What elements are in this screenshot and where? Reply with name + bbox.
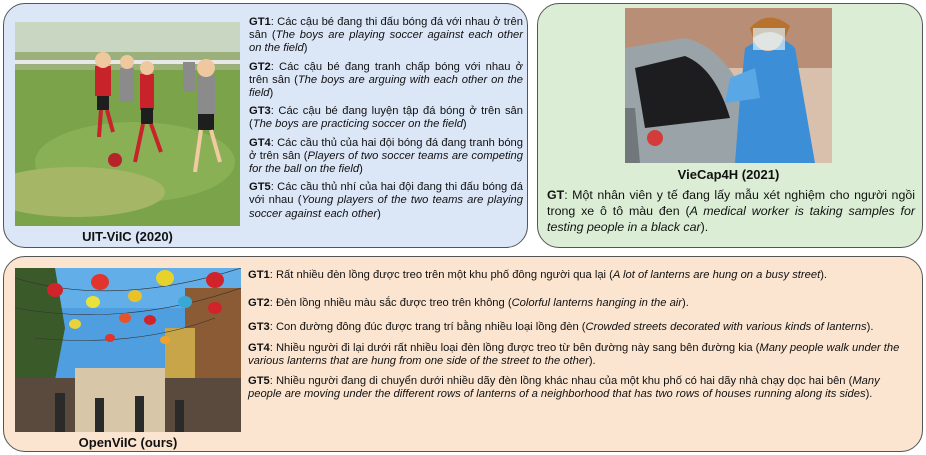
openviic-gt1-label: GT1 (248, 269, 270, 281)
uit-gt1 (249, 16, 523, 56)
openviic-gt3-label: GT3 (248, 321, 270, 334)
uit-gt5 (249, 181, 523, 221)
soccer-photo (15, 22, 240, 226)
uit-gt5-vi: : Các cầu thủ nhí của hai đội đang thi đấu bóng đá với nhau ( (249, 181, 523, 207)
openviic-gt4-label: GT4 (248, 341, 270, 354)
openviic-gt5-end: ). (865, 388, 873, 401)
openviic-gt1-vi: : Rất nhiều đèn lồng được treo trên một khu phố đông người qua lại ( (269, 269, 613, 281)
openviic-gt4-en: Many people walk under the various lanterns that are hung from one side of the street to the other (248, 341, 900, 367)
uit-gt4-vi: : Các cầu thủ của hai đội bóng đá đang tranh bóng ở trên sân ( (249, 136, 523, 162)
openviic-gt3-vi: : Con đường đông đúc được trang trí bằng nhiều loại lồng đèn ( (269, 321, 586, 334)
uit-gt5-end: ) (377, 207, 381, 220)
uit-gt2-vi: : Các cậu bé đang tranh chấp bóng với nhau ở trên sân ( (249, 60, 523, 86)
uit-gt2-label: GT2 (249, 60, 271, 73)
uit-gt1-vi: : Các cậu bé đang thi đấu bóng đá với nhau ở trên sân ( (249, 16, 523, 42)
openviic-gt4-vi: : Nhiều người đi lại dưới rất nhiều loại đèn lồng được treo từ bên đường này sang bên đường kia ( (269, 341, 760, 354)
openviic-gt1-en: A lot of lanterns are hung on a busy street (612, 269, 821, 281)
uit-gt2-end: ) (269, 87, 274, 100)
uit-gt1-end: ) (303, 42, 308, 55)
medical-worker-photo (625, 8, 832, 163)
openviic-gt3 (248, 321, 916, 334)
uit-gt4-end: ) (359, 163, 363, 176)
openviic-gt2-label: GT2 (248, 297, 270, 310)
uit-gt1-en: The boys are playing soccer against each other on the field (249, 29, 524, 55)
uit-gt5-label: GT5 (249, 181, 271, 194)
openviic-gt3-en: Crowded streets decorated with various kinds of lanterns (585, 321, 867, 334)
uit-gt3 (249, 105, 523, 131)
openviic-gt2-end: ). (682, 297, 689, 310)
openviic-gt4 (248, 342, 916, 368)
uit-viic-title: UIT-ViIC (2020) (82, 229, 173, 244)
openviic-gt5-vi: : Nhiều người đang di chuyển dưới nhiều dãy đèn lồng khác nhau của một khu phố có hai dãy nhà chạy dọc hai bên ( (269, 375, 853, 388)
uit-gt5-en: Young players of the two teams are playing soccer against each other (249, 194, 524, 220)
uit-gt3-label: GT3 (249, 105, 271, 118)
viecap-caption (547, 187, 915, 235)
openviic-gt5 (248, 375, 916, 401)
openviic-gt3-end: ). (866, 321, 874, 334)
openviic-gt1 (248, 269, 916, 282)
openviic-gt2 (248, 297, 916, 310)
viecap4h-title: VieCap4H (2021) (677, 167, 780, 182)
uit-gt3-end: ) (462, 118, 467, 131)
uit-gt2-en: The boys are arguing with each other on the field (249, 73, 523, 100)
openviic-gt5-label: GT5 (248, 375, 270, 388)
openviic-gt4-end: ). (588, 354, 596, 367)
uit-gt4 (249, 137, 523, 177)
viecap-gt-label: GT (547, 188, 565, 202)
uit-gt1-label: GT1 (249, 16, 271, 28)
openviic-gt2-en: Colorful lanterns hanging in the air (511, 297, 682, 310)
uit-gt3-vi: : Các cậu bé đang luyện tập đá bóng ở trên sân ( (249, 105, 523, 131)
uit-gt4-label: GT4 (249, 136, 271, 149)
uit-caption-list (249, 16, 523, 221)
uit-gt4-en: Players of two soccer teams are competing for the ball on the field (249, 149, 523, 176)
viecap-gt-en: A medical worker is taking samples for testing people in a black car (547, 204, 915, 234)
lanterns-photo (15, 268, 241, 432)
uit-gt2 (249, 61, 523, 101)
openviic-caption-list (248, 269, 916, 401)
viecap-gt-vi: : Một nhân viên y tế đang lấy mẫu xét nghiệm cho người ngồi trong xe ô tô màu đen ( (547, 188, 915, 218)
openviic-gt1-end: ). (820, 269, 828, 281)
openviic-title: OpenViIC (ours) (78, 435, 178, 450)
openviic-gt5-en: Many people are moving under the different rows of lanterns of a neighborhood that has two rows of houses running along its sides (248, 375, 880, 401)
viecap-gt-end: ). (700, 220, 709, 234)
openviic-gt2-vi: : Đèn lồng nhiều màu sắc được treo trên không ( (269, 297, 512, 310)
uit-gt3-en: The boys are practicing soccer on the field (252, 118, 463, 131)
